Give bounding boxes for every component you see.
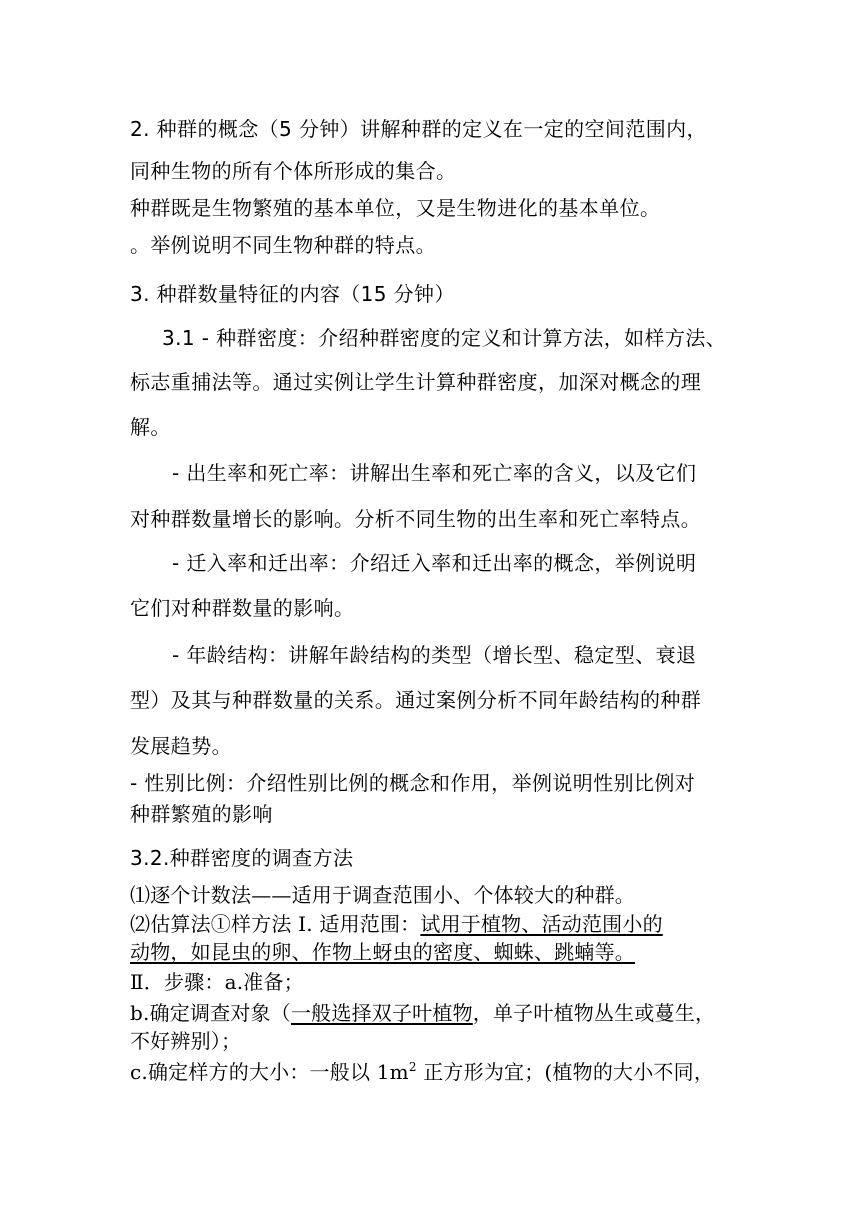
section-heading: 3.2.种群密度的调查方法 — [130, 846, 354, 870]
underlined-text: 一般选择双子叶植物 — [290, 1001, 473, 1025]
text-line: 标志重捕法等。通过实例让学生计算种群密度，加深对概念的理 — [130, 370, 702, 394]
text-line: 它们对种群数量的影响。 — [130, 596, 355, 620]
text-line: 。举例说明不同生物种群的特点。 — [130, 233, 436, 257]
text-line: 不好辨别）； — [130, 1029, 242, 1053]
text-line — [130, 1060, 714, 1084]
text-line: 同种生物的所有个体所形成的集合。 — [130, 159, 457, 183]
text-line: Ⅱ．步骤：a.准备； — [130, 970, 304, 994]
text-span: ，单子叶植物丛生或蔓生， — [472, 1001, 716, 1025]
text-line: ⑴逐个计数法——适用于调查范围小、个体较大的种群。 — [130, 883, 635, 907]
text-line — [130, 912, 663, 936]
text-line: 2. 种群的概念（5 分钟）讲解种群的定义在一定的空间范围内， — [130, 117, 707, 141]
text-line: - 出生率和死亡率：讲解出生率和死亡率的含义，以及它们 — [172, 461, 697, 485]
superscript: 2 — [408, 1060, 417, 1074]
text-line: 对种群数量增长的影响。分析不同生物的出生率和死亡率特点。 — [130, 507, 702, 531]
text-line: 解。 — [130, 415, 171, 439]
section-heading: 3. 种群数量特征的内容（15 分钟） — [130, 282, 455, 306]
text-line: - 性别比例：介绍性别比例的概念和作用，举例说明性别比例对 — [130, 771, 696, 795]
text-line — [130, 1001, 715, 1025]
text-line: 型）及其与种群数量的关系。通过案例分析不同年龄结构的种群 — [130, 688, 702, 712]
text-line: 3.1 - 种群密度：介绍种群密度的定义和计算方法，如样方法、 — [162, 326, 727, 350]
underlined-text: 试用于植物、活动范围小的 — [420, 912, 663, 936]
text-span: b.确定调查对象（ — [130, 1001, 291, 1025]
text-line: 种群繁殖的影响 — [130, 802, 273, 826]
text-span: c.确定样方的大小：一般以 1m — [130, 1060, 409, 1084]
text-line: - 年龄结构：讲解年龄结构的类型（增长型、稳定型、衰退 — [172, 643, 697, 667]
text-line: - 迁入率和迁出率：介绍迁入率和迁出率的概念，举例说明 — [172, 551, 697, 575]
text-span: ⑵估算法①样方法 Ⅰ. 适用范围： — [130, 912, 421, 936]
underlined-text: 动物，如昆虫的卵、作物上蚜虫的密度、蜘蛛、跳蝻等。 — [130, 940, 635, 964]
text-line: 发展趋势。 — [130, 734, 232, 758]
text-span: 正方形为宜；(植物的大小不同， — [416, 1060, 715, 1084]
text-line: 种群既是生物繁殖的基本单位，又是生物进化的基本单位。 — [130, 196, 661, 220]
